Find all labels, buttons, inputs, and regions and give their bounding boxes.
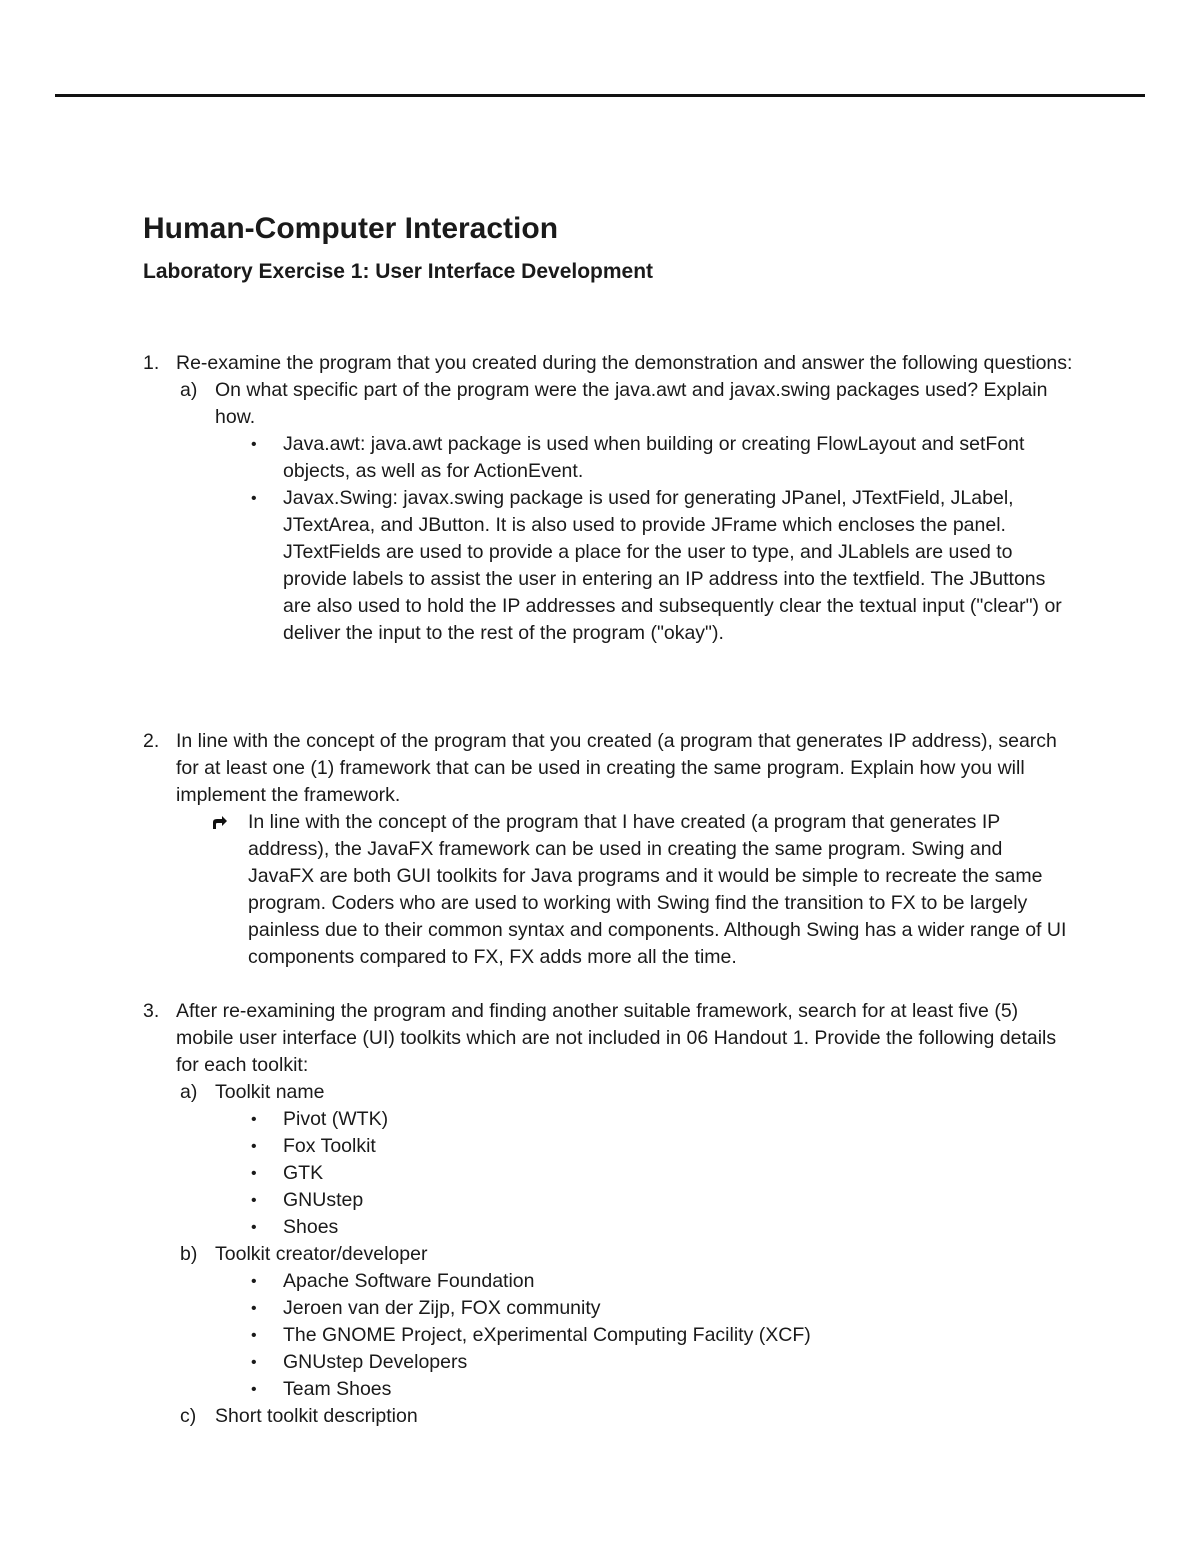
list-item-text: Jeroen van der Zijp, FOX community [283, 1297, 601, 1319]
bullet-dot-icon: • [251, 1273, 257, 1290]
sub-text: Toolkit creator/developer [215, 1243, 428, 1265]
list-item [143, 1322, 1073, 1349]
list-item-text: Fox Toolkit [283, 1135, 376, 1157]
list-item-text: The GNOME Project, eXperimental Computing Facility (XCF) [283, 1324, 811, 1346]
bullet-dot-icon: • [251, 490, 257, 507]
bullet-dot-icon: • [251, 1192, 257, 1209]
list-item [143, 1106, 1073, 1133]
list-item-text: Team Shoes [283, 1378, 392, 1400]
question-text: Re-examine the program that you created during the demonstration and answer the following questions: [176, 352, 1073, 374]
sub-letter: c) [180, 1405, 197, 1427]
bullet-dot-icon: • [251, 1354, 257, 1371]
arrow-marker-icon [212, 816, 228, 830]
header-rule [55, 94, 1145, 97]
bullet-dot-icon: • [251, 1300, 257, 1317]
sub-text: Short toolkit description [215, 1405, 418, 1427]
question-2-answer [143, 809, 1073, 971]
list-item [143, 1187, 1073, 1214]
list-item [143, 1160, 1073, 1187]
sub-letter: a) [180, 379, 198, 401]
question-number: 2. [143, 730, 160, 752]
list-item [143, 1295, 1073, 1322]
list-item-text: Java.awt: java.awt package is used when building or creating FlowLayout and setFont objects, as well as for ActionEvent. [283, 433, 1025, 482]
question-3 [143, 998, 1073, 1079]
question-3-part-b [143, 1241, 1073, 1268]
question-number: 1. [143, 352, 160, 374]
question-number: 3. [143, 1000, 160, 1022]
document-body [143, 210, 1073, 1430]
list-item-text: Apache Software Foundation [283, 1270, 535, 1292]
document-title: Human-Computer Interaction [143, 212, 559, 245]
list-item [143, 1133, 1073, 1160]
sub-letter: a) [180, 1081, 198, 1103]
list-item-text: GNUstep [283, 1189, 364, 1211]
list-item [143, 485, 1073, 647]
question-text: After re-examining the program and finding another suitable framework, search for at least five (5) mobile user interface (UI) toolkits which are not included in 06 Handout 1. Provide the following details for each toolkit: [176, 1000, 1057, 1076]
list-item [143, 431, 1073, 485]
document-subtitle: Laboratory Exercise 1: User Interface Development [143, 260, 654, 283]
bullet-dot-icon: • [251, 1111, 257, 1128]
bullet-dot-icon: • [251, 1327, 257, 1344]
question-3-part-c [143, 1403, 1073, 1430]
bullet-dot-icon: • [251, 1381, 257, 1398]
list-item-text: Javax.Swing: javax.swing package is used for generating JPanel, JTextField, JLabel, JTextArea, and JButton. It is also used to provide JFrame which encloses the panel. JTextFields are used to provide a place for the user to type, and JLablels are used to provide labels to assist the user in entering an IP address into the textfield. The JButtons are also used to hold the IP addresses and subsequently clear the textual input ("clear") or deliver the input to the rest of the program ("okay"). [283, 487, 1062, 644]
sub-text: Toolkit name [215, 1081, 325, 1103]
sub-letter: b) [180, 1243, 198, 1265]
list-item-text: Pivot (WTK) [283, 1108, 389, 1130]
question-text: In line with the concept of the program that you created (a program that generates IP address), search for at least one (1) framework that can be used in creating the same program. Explain how you will implement the framework. [176, 730, 1057, 806]
sub-text: On what specific part of the program were the java.awt and javax.swing packages used? Explain how. [215, 379, 1048, 428]
list-item [143, 1376, 1073, 1403]
answer-text: In line with the concept of the program that I have created (a program that generates IP address), the JavaFX framework can be used in creating the same program. Swing and JavaFX are both GUI toolkits for Java programs and it would be simple to recreate the same program. Coders who are used to working with Swing find the transition to FX to be largely painless due to their common syntax and components. Although Swing has a wider range of UI components compared to FX, FX adds more all the time. [248, 811, 1067, 968]
question-2 [143, 728, 1073, 809]
bullet-dot-icon: • [251, 1165, 257, 1182]
list-item-text: Shoes [283, 1216, 339, 1238]
bullet-dot-icon: • [251, 1138, 257, 1155]
list-item-text: GTK [283, 1162, 324, 1184]
list-item [143, 1349, 1073, 1376]
bullet-dot-icon: • [251, 1219, 257, 1236]
list-item [143, 1214, 1073, 1241]
list-item-text: GNUstep Developers [283, 1351, 468, 1373]
list-item [143, 1268, 1073, 1295]
question-3-part-a [143, 1079, 1073, 1106]
question-1 [143, 350, 1073, 377]
bullet-dot-icon: • [251, 436, 257, 453]
question-1-part-a [143, 377, 1073, 431]
